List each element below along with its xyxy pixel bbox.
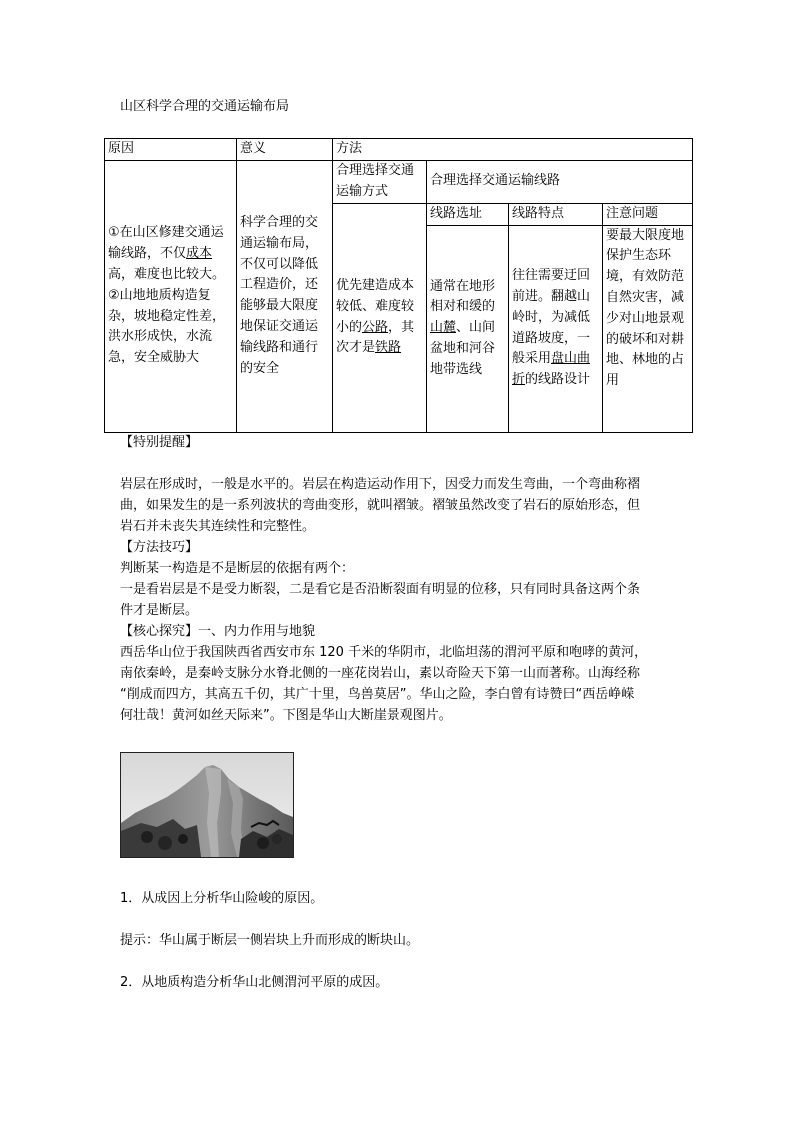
method-line-3: 件才是断层。 <box>120 603 199 618</box>
question-2: 2．从地质构造分析华山北侧渭河平原的成因。 <box>120 975 389 990</box>
core-line-3: “削成而四方，其高五千仞，其广十里，鸟兽莫居”。华山之险，李白曾有诗赞曰“西岳峥嵘 <box>120 687 635 702</box>
reason-text-1b: 高，难度也比较大。 <box>108 267 226 282</box>
tip-line-3: 岩石并未丧失其连续性和完整性。 <box>120 519 316 534</box>
method-line-1: 判断某一构造是不是断层的依据有两个： <box>120 561 355 576</box>
core-line-4: 何壮哉！黄河如丝天际来”。下图是华山大断崖景观图片。 <box>120 708 452 723</box>
header-method-way: 合理选择交通运输方式 <box>333 160 427 203</box>
reason-underline-cost: 成本 <box>186 246 213 262</box>
question-1: 1．从成因上分析华山险峻的原因。 <box>120 891 324 906</box>
header-feature: 线路特点 <box>509 203 603 225</box>
header-method-route: 合理选择交通运输线路 <box>427 160 693 203</box>
method-label: 【方法技巧】 <box>120 540 199 555</box>
core-label: 【核心探究】一、内力作用与地貌 <box>120 624 316 639</box>
feature-text-a: 往往需要迂回前进。翻越山岭时，为减低道路坡度，一般采用 <box>512 268 591 367</box>
huashan-cliff-photo <box>120 752 294 858</box>
header-method: 方法 <box>333 139 693 161</box>
page-title: 山区科学合理的交通运输布局 <box>120 99 290 114</box>
header-site: 线路选址 <box>427 203 509 225</box>
way-underline-road: 公路 <box>362 319 389 335</box>
site-text-b: 、山间盆地和河谷地带选线 <box>430 320 496 377</box>
feature-text-b: 的线路设计 <box>525 372 591 388</box>
way-underline-railway: 铁路 <box>375 340 402 356</box>
core-line-1: 西岳华山位于我国陕西省西安市东 120 千米的华阴市，北临坦荡的渭河平原和咆哮的黄河， <box>120 645 648 660</box>
tip-label: 【特别提醒】 <box>120 435 199 450</box>
header-issue: 注意问题 <box>603 203 693 225</box>
cell-site <box>427 225 509 432</box>
transport-layout-table <box>104 138 693 433</box>
hint-1: 提示：华山属于断层一侧岩块上升而形成的断块山。 <box>120 933 420 948</box>
reason-text-1a: ①在山区修建交通运输线路，不仅 <box>108 225 224 262</box>
tip-line-1: 岩层在形成时，一般是水平的。岩层在构造运动作用下，因受力而发生弯曲，一个弯曲称褶 <box>120 477 641 492</box>
way-text-a: 优先建造成本较低、难度较小的 <box>336 278 415 335</box>
site-text-a: 通常在地形相对和缓的 <box>430 278 496 315</box>
header-meaning: 意义 <box>237 139 333 161</box>
feature-underline-winding: 盘山曲折 <box>512 351 591 388</box>
cell-way <box>333 203 427 432</box>
header-reason: 原因 <box>105 139 237 161</box>
reason-text-2: ②山地地质构造复杂，坡地稳定性差，洪水形成快，水流急，安全威胁大 <box>108 287 226 366</box>
method-line-2: 一是看岩层是不是受力断裂，二是看它是否沿断裂面有明显的位移，只有同时具备这两个条 <box>120 582 641 597</box>
cell-reason <box>105 160 237 432</box>
tip-line-2: 曲，如果发生的是一系列波状的弯曲变形，就叫褶皱。褶皱虽然改变了岩石的原始形态，但 <box>120 498 641 513</box>
cell-feature <box>509 225 603 432</box>
cell-issue: 要最大限度地保护生态环境，有效防范自然灾害，减少对山地景观的破坏和对耕地、林地的占用 <box>603 225 693 432</box>
cell-meaning: 科学合理的交通运输布局，不仅可以降低工程造价，还能够最大限度地保证交通运输线路和通行的安全 <box>237 160 333 432</box>
way-text-b: ，其次才是 <box>336 319 415 356</box>
core-line-2: 南依秦岭，是秦岭支脉分水脊北侧的一座花岗岩山，素以奇险天下第一山而著称。山海经称 <box>120 666 641 681</box>
site-underline-piedmont: 山麓 <box>430 320 457 336</box>
